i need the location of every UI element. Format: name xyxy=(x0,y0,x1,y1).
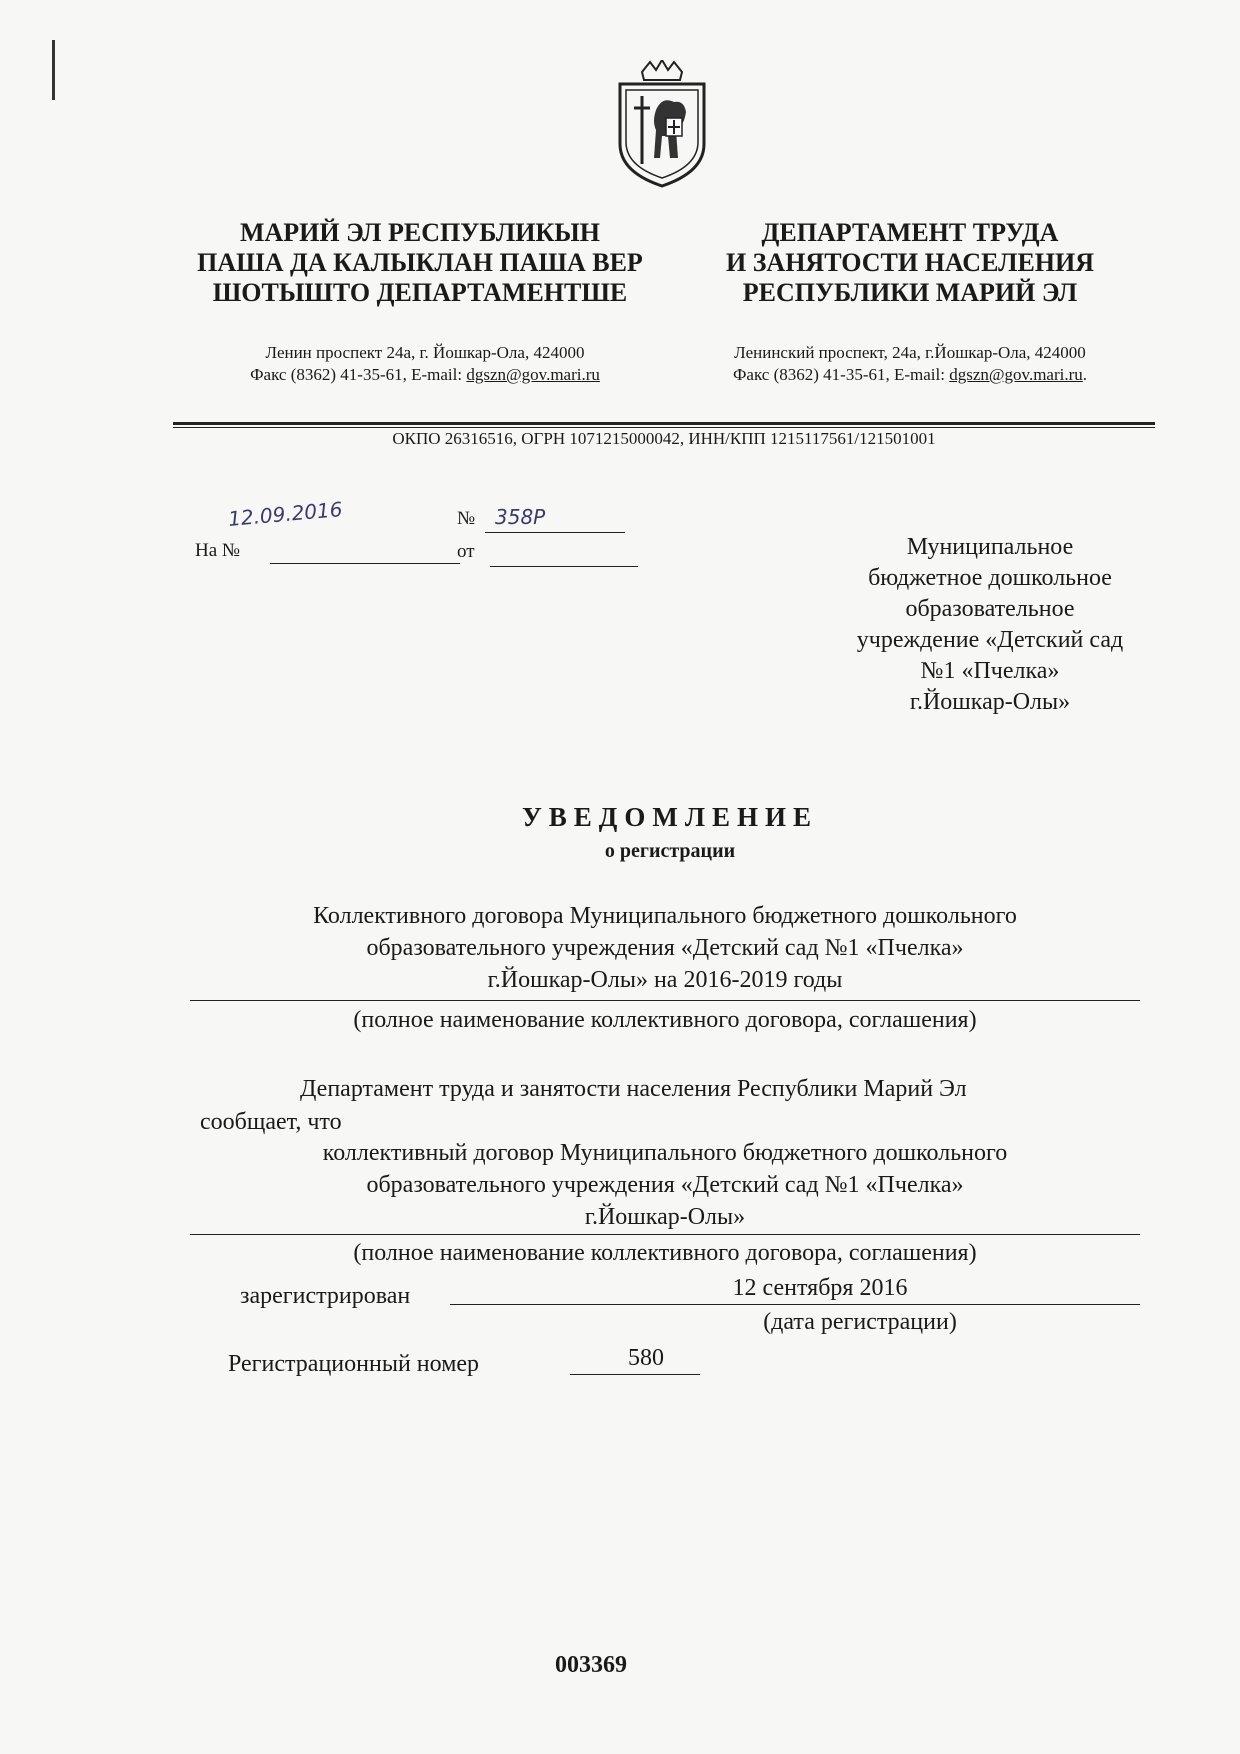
email-left-link[interactable]: dgszn@gov.mari.ru xyxy=(466,365,600,384)
fax-left: Факс (8362) 41-35-61, E-mail: xyxy=(250,365,467,384)
handwritten-number: 358Р xyxy=(495,505,546,529)
document-subtitle: о регистрации xyxy=(604,840,736,862)
agreement-name-block xyxy=(190,900,1140,996)
recipient-line-2: бюджетное дошкольное xyxy=(868,565,1112,591)
address-right-contacts xyxy=(680,364,1140,386)
no-underline xyxy=(485,532,625,533)
address-left xyxy=(190,342,660,386)
date-caption: (дата регистрации) xyxy=(763,1309,957,1335)
address-right xyxy=(680,342,1140,386)
agreement-name2-line-2: образовательного учреждения «Детский сад №1 «Пчелка» xyxy=(366,1172,964,1198)
agreement-name2-underline xyxy=(190,1234,1140,1235)
registered-date: 12 сентября 2016 xyxy=(732,1275,908,1301)
notice-line-2: сообщает, что xyxy=(200,1109,342,1135)
agreement-name-underline xyxy=(190,1000,1140,1001)
agreement-name-line-1: Коллективного договора Муниципального бюджетного дошкольного xyxy=(313,903,1017,929)
recipient-block xyxy=(760,532,1220,718)
header-right-line-3: РЕСПУБЛИКИ МАРИЙ ЭЛ xyxy=(742,278,1078,307)
header-right-line-1: ДЕПАРТАМЕНТ ТРУДА xyxy=(761,218,1059,247)
agreement-name-line-3: г.Йошкар-Олы» на 2016-2019 годы xyxy=(487,967,843,993)
email-right-suffix: . xyxy=(1082,365,1088,384)
scan-artifact xyxy=(52,40,55,100)
na-underline xyxy=(270,563,460,564)
form-number: 003369 xyxy=(555,1652,627,1678)
header-left-line-1: МАРИЙ ЭЛ РЕСПУБЛИКЫН xyxy=(239,218,601,247)
document-title: УВЕДОМЛЕНИЕ xyxy=(521,802,819,832)
handwritten-date: 12.09.2016 xyxy=(227,497,344,531)
agreement-name-caption: (полное наименование коллективного договора, соглашения) xyxy=(353,1007,977,1033)
fax-right: Факс (8362) 41-35-61, E-mail: xyxy=(732,365,950,384)
regnum-underline xyxy=(570,1374,700,1375)
agreement-name-line-2: образовательного учреждения «Детский сад №1 «Пчелка» xyxy=(366,935,964,961)
email-right-link[interactable]: dgszn@gov.mari.ru xyxy=(949,365,1083,384)
agreement-name-block-2 xyxy=(190,1137,1140,1233)
recipient-line-4: учреждение «Детский сад xyxy=(856,627,1124,653)
recipient-line-1: Муниципальное xyxy=(906,534,1074,560)
recipient-line-5: №1 «Пчелка» xyxy=(920,658,1060,684)
na-label: На № xyxy=(195,540,241,561)
regnum-value: 580 xyxy=(628,1345,664,1371)
header-divider-thick xyxy=(173,422,1155,425)
header-right-line-2: И ЗАНЯТОСТИ НАСЕЛЕНИЯ xyxy=(725,248,1095,277)
recipient-line-3: образовательное xyxy=(905,596,1075,622)
ot-label: от xyxy=(457,541,475,562)
address-left-contacts xyxy=(190,364,660,386)
registration-codes: ОКПО 26316516, ОГРН 1071215000042, ИНН/КПП 1215117561/121501001 xyxy=(392,429,936,448)
agreement-name2-caption: (полное наименование коллективного договора, соглашения) xyxy=(353,1240,977,1266)
registered-label: зарегистрирован xyxy=(240,1283,411,1309)
no-label: № xyxy=(457,508,476,529)
header-left xyxy=(170,218,670,308)
recipient-line-6: г.Йошкар-Олы» xyxy=(909,689,1071,715)
agreement-name2-line-1: коллективный договор Муниципального бюджетного дошкольного xyxy=(322,1140,1008,1166)
agreement-name2-line-3: г.Йошкар-Олы» xyxy=(584,1204,746,1230)
regnum-label: Регистрационный номер xyxy=(228,1351,480,1377)
header-right xyxy=(700,218,1120,308)
header-left-line-2: ПАША ДА КАЛЫКЛАН ПАША ВЕР xyxy=(197,248,643,277)
header-left-line-3: ШОТЫШТО ДЕПАРТАМЕНТШЕ xyxy=(212,278,628,307)
notice-line-1: Департамент труда и занятости населения Республики Марий Эл xyxy=(300,1076,967,1102)
ot-underline xyxy=(490,566,638,567)
coat-of-arms-icon xyxy=(612,60,712,190)
address-left-street: Ленин проспект 24а, г. Йошкар-Ола, 424000 xyxy=(265,343,585,362)
registered-date-underline xyxy=(450,1304,1140,1305)
address-right-street: Ленинский проспект, 24а, г.Йошкар-Ола, 424000 xyxy=(734,343,1086,362)
